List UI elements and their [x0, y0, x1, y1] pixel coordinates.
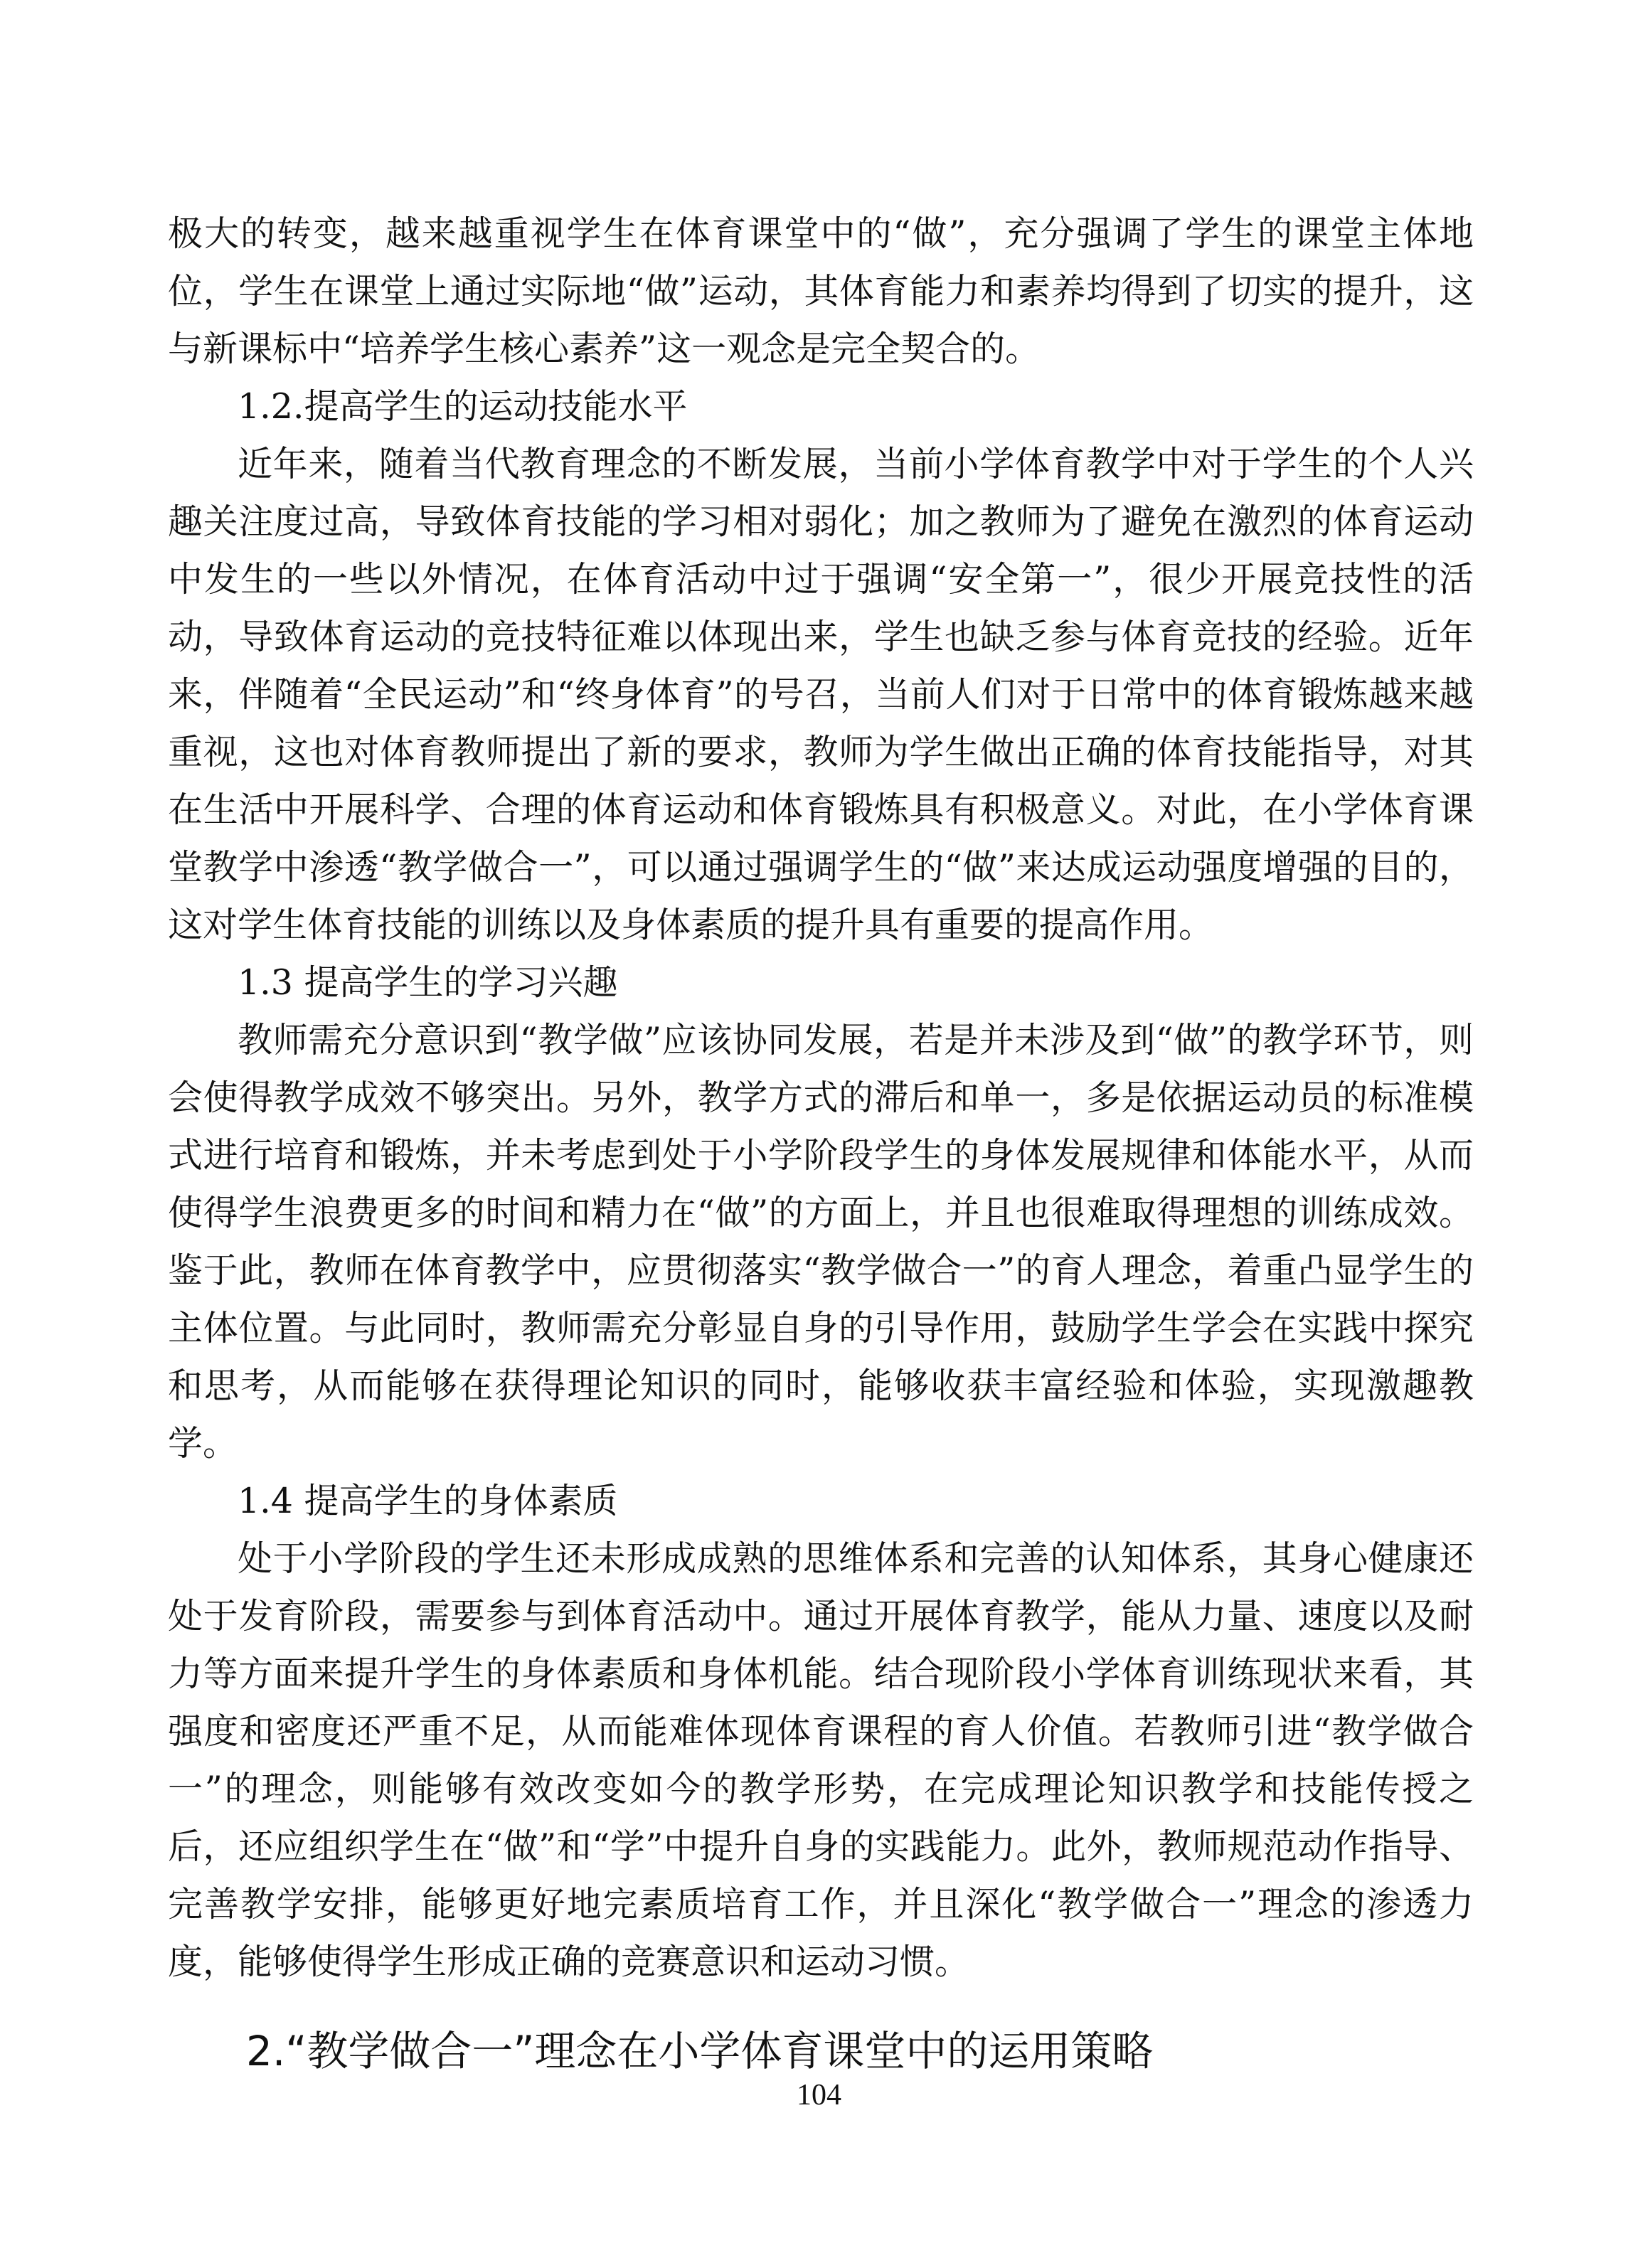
- section-1-2-paragraph: 近年来，随着当代教育理念的不断发展，当前小学体育教学中对于学生的个人兴趣关注度过高，导致体育技能的学习相对弱化；加之教师为了避免在激烈的体育运动中发生的一些以外情况，在体育活动中过于强调“安全第一”，很少开展竞技性的活动，导致体育运动的竞技特征难以体现出来，学生也缺乏参与体育竞技的经验。近年来，伴随着“全民运动”和“终身体育”的号召，当前人们对于日常中的体育锻炼越来越重视，这也对体育教师提出了新的要求，教师为学生做出正确的体育技能指导，对其在生活中开展科学、合理的体育运动和体育锻炼具有积极意义。对此，在小学体育课堂教学中渗透“教学做合一”，可以通过强调学生的“做”来达成运动强度增强的目的，这对学生体育技能的训练以及身体素质的提升具有重要的提高作用。: [168, 444, 1474, 945]
- section-1-2-heading: 1.2.提高学生的运动技能水平: [238, 386, 688, 427]
- section-1-3-heading: 1.3 提高学生的学习兴趣: [238, 962, 618, 1003]
- intro-paragraph: 极大的转变，越来越重视学生在体育课堂中的“做”，充分强调了学生的课堂主体地位，学生在课堂上通过实际地“做”运动，其体育能力和素养均得到了切实的提升，这与新课标中“培养学生核心素养”这一观念是完全契合的。: [168, 213, 1474, 369]
- section-2-heading: 2.“教学做合一”理念在小学体育课堂中的运用策略: [246, 2027, 1154, 2075]
- page-content: [168, 205, 1474, 2083]
- page-number: 104: [797, 2079, 841, 2112]
- section-1-3-paragraph: 教师需充分意识到“教学做”应该协同发展，若是并未涉及到“做”的教学环节，则会使得教学成效不够突出。另外，教学方式的滞后和单一，多是依据运动员的标准模式进行培育和锻炼，并未考虑到处于小学阶段学生的身体发展规律和体能水平，从而使得学生浪费更多的时间和精力在“做”的方面上，并且也很难取得理想的训练成效。鉴于此，教师在体育教学中，应贯彻落实“教学做合一”的育人理念，着重凸显学生的主体位置。与此同时，教师需充分彰显自身的引导作用，鼓励学生学会在实践中探究和思考，从而能够在获得理论知识的同时，能够收获丰富经验和体验，实现激趣教学。: [168, 1020, 1474, 1464]
- section-1-4-paragraph: 处于小学阶段的学生还未形成成熟的思维体系和完善的认知体系，其身心健康还处于发育阶段，需要参与到体育活动中。通过开展体育教学，能从力量、速度以及耐力等方面来提升学生的身体素质和身体机能。结合现阶段小学体育训练现状来看，其强度和密度还严重不足，从而能难体现体育课程的育人价值。若教师引进“教学做合一”的理念，则能够有效改变如今的教学形势，在完成理论知识教学和技能传授之后，还应组织学生在“做”和“学”中提升自身的实践能力。此外，教师规范动作指导、完善教学安排，能够更好地完素质培育工作，并且深化“教学做合一”理念的渗透力度，能够使得学生形成正确的竞赛意识和运动习惯。: [168, 1538, 1474, 1982]
- section-1-4-heading: 1.4 提高学生的身体素质: [238, 1481, 618, 1521]
